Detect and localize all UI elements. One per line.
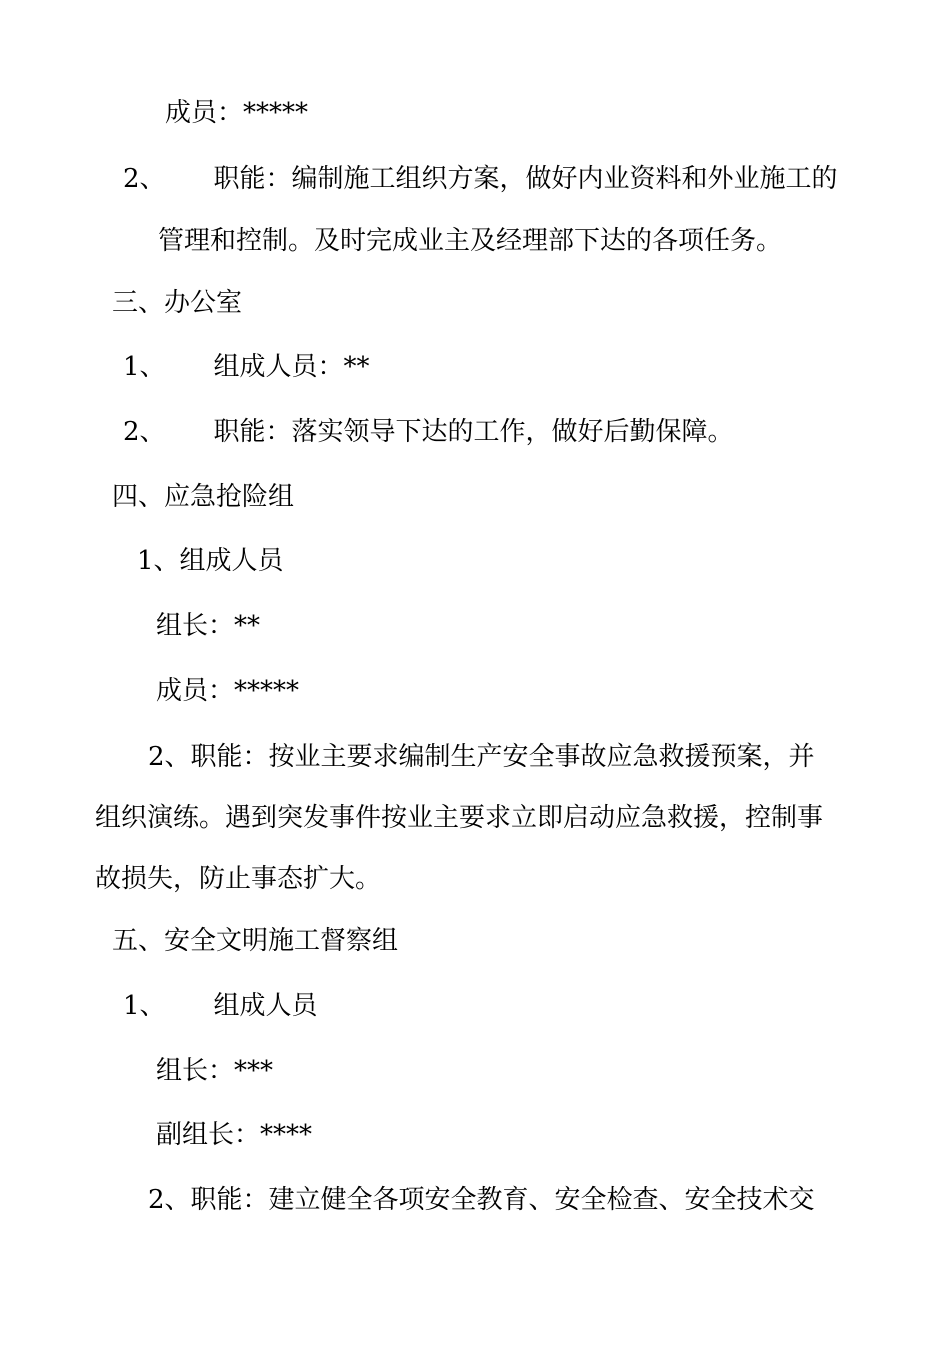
function-item [123, 163, 838, 195]
line-text: 组长：*** [156, 1056, 274, 1086]
deputy-leader-line [156, 1119, 312, 1151]
composition-item [123, 351, 370, 383]
item-number: 2、 [123, 164, 166, 194]
line-text: 职能：落实领导下达的工作，做好后勤保障。 [213, 417, 734, 447]
line-text: 故损失，防止事态扩大。 [95, 864, 382, 894]
section-heading [112, 481, 294, 513]
line-text: 1、组成人员 [137, 546, 284, 576]
function-item [148, 741, 815, 773]
function-item [148, 1184, 815, 1216]
line-text: 管理和控制。及时完成业主及经理部下达的各项任务。 [158, 226, 783, 256]
leader-line [156, 1055, 273, 1087]
function-item [123, 416, 734, 448]
line-text: 四、应急抢险组 [112, 482, 295, 512]
paragraph-line [95, 802, 823, 834]
line-text: 三、办公室 [112, 288, 243, 318]
line-text: 成员：***** [165, 98, 309, 128]
line-text: 副组长：**** [156, 1120, 313, 1150]
item-number: 2、 [123, 417, 166, 447]
member-line [165, 97, 308, 129]
line-text: 组成人员 [213, 991, 318, 1021]
line-text: 组成人员：** [213, 352, 370, 382]
section-heading [112, 925, 398, 957]
section-heading [112, 287, 242, 319]
line-text: 组织演练。遇到突发事件按业主要求立即启动应急救援，控制事 [95, 803, 824, 833]
member-line [156, 675, 299, 707]
paragraph-line [95, 863, 381, 895]
paragraph-line [158, 225, 782, 257]
composition-item [137, 545, 284, 577]
line-text: 成员：***** [156, 676, 300, 706]
composition-item [123, 990, 318, 1022]
line-text: 组长：** [156, 611, 261, 641]
line-text: 2、职能：建立健全各项安全教育、安全检查、安全技术交 [148, 1185, 815, 1215]
line-text: 五、安全文明施工督察组 [112, 926, 399, 956]
line-text: 职能：编制施工组织方案，做好内业资料和外业施工的 [213, 164, 838, 194]
item-number: 1、 [123, 991, 166, 1021]
item-number: 1、 [123, 352, 166, 382]
leader-line [156, 610, 260, 642]
line-text: 2、职能：按业主要求编制生产安全事故应急救援预案，并 [148, 742, 815, 772]
